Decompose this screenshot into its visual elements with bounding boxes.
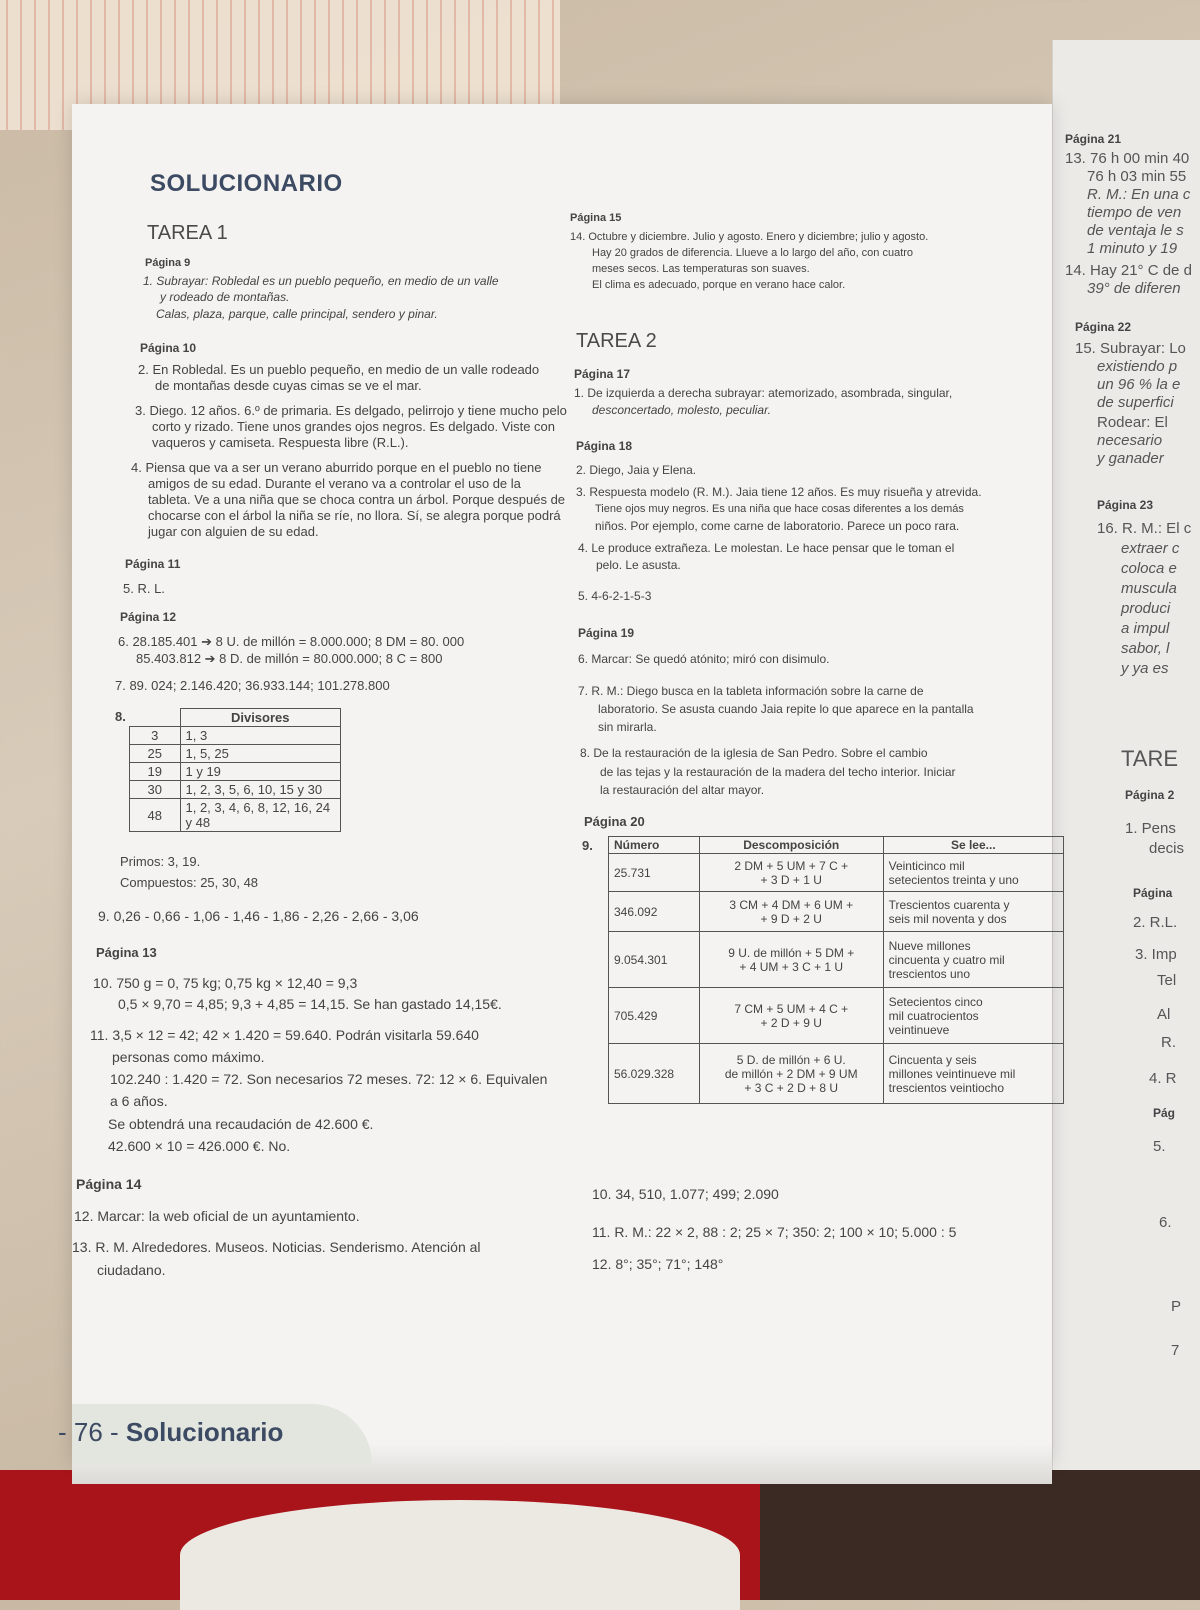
answer-number: 8. [115,709,126,724]
answer-line: 42.600 × 10 = 426.000 €. No. [108,1138,291,1154]
table-cell: 19 [130,763,181,781]
table-cell: 30 [130,781,181,799]
answer-line: de las tejas y la restauración de la madera del techo interior. Iniciar [600,765,956,779]
table-cell: 25.731 [609,854,700,892]
cell-line: trescientos veintiocho [888,1080,1005,1095]
cell-line: 2 DM + 5 UM + 7 C + [734,858,849,873]
page-ref-heading: Página 9 [145,257,191,269]
rp-line: 1. Pens [1125,820,1176,837]
answer-line: 11. R. M.: 22 × 2, 88 : 2; 25 × 7; 350: 2; 100 × 10; 5.000 : 5 [592,1224,957,1240]
page-ref-heading: Página 20 [584,814,645,829]
table-row [609,1044,1064,1104]
rp-line: 39° de diferen [1087,280,1181,297]
page-ref-heading: Página 14 [76,1176,142,1192]
answer-line: personas como máximo. [112,1049,265,1065]
rp-line: Página 2 [1125,788,1175,802]
answer-line: 7. R. M.: Diego busca en la tableta información sobre la carne de [578,684,924,698]
answer-line: desconcertado, molesto, peculiar. [592,403,771,417]
rp-line: 4. R [1149,1070,1177,1087]
number-decomposition-table [608,836,1064,1104]
rp-line: P [1171,1298,1182,1315]
page-ref-heading: Página 12 [120,610,177,624]
page-ref-heading: Página 19 [578,626,635,640]
page-footer [58,1417,283,1448]
section-heading-tarea2: TAREA 2 [576,330,657,352]
cell-line: Veinticinco mil [888,858,965,873]
table-header-cell: Se lee... [883,837,1063,854]
table-header-cell: Número [609,837,700,854]
cell-line: + 9 D + 2 U [760,911,822,926]
answer-line: 2. En Robledal. Es un pueblo pequeño, en medio de un valle rodeado [138,362,540,377]
table-cell: 25 [130,745,181,763]
table-row [609,932,1064,988]
answer-line: 2. Diego, Jaia y Elena. [576,463,697,477]
answer-line: sin mirarla. [598,720,657,734]
table-cell: 1, 2, 3, 5, 6, 10, 15 y 30 [180,781,341,799]
rp-line: 6. [1159,1214,1172,1231]
rp-line: Rodear: El [1097,414,1168,431]
table-header-row [609,837,1064,854]
table-header-cell: Descomposición [699,837,883,854]
rp-line: produci [1121,600,1171,617]
answer-line: 1. De izquierda a derecha subrayar: atemorizado, asombrada, singular, [574,386,953,400]
table-cell: 1, 5, 25 [180,745,341,763]
answer-line: 8. De la restauración de la iglesia de San Pedro. Sobre el cambio [580,746,928,760]
answer-line: 12. 8°; 35°; 71°; 148° [592,1256,724,1272]
cell-line: cincuenta y cuatro mil [888,952,1005,967]
section-heading-tarea1: TAREA 1 [147,222,228,244]
answer-line: y rodeado de montañas. [160,290,290,304]
rp-line: R. M.: En una c [1087,186,1191,203]
page-ref-heading: Página 13 [96,945,157,960]
table-cell: 56.029.328 [609,1044,700,1104]
right-page [1052,40,1200,1470]
cell-line: Trescientos cuarenta y [888,897,1010,912]
divisors-table [129,708,341,832]
table-row [609,988,1064,1044]
table-row [130,745,341,763]
rp-line: coloca e [1121,560,1177,577]
answer-line: niños. Por ejemplo, come carne de laboratorio. Parece un poco rara. [595,519,960,533]
cell-line: Setecientos cinco [888,994,983,1009]
page-ref-heading: Página 15 [570,212,622,224]
table-cell [699,854,883,892]
answer-line: 9. 0,26 - 0,66 - 1,06 - 1,46 - 1,86 - 2,26 - 2,66 - 3,06 [98,908,419,924]
white-fabric-background [180,1500,740,1610]
table-cell [699,932,883,988]
cell-line: Nueve millones [888,938,971,953]
answer-line: 10. 34, 510, 1.077; 499; 2.090 [592,1186,779,1202]
table-row [609,854,1064,892]
answer-line: la restauración del altar mayor. [600,783,765,797]
answer-line: 5. R. L. [123,581,165,596]
answer-line: de montañas desde cuyas cimas se ve el mar. [155,378,422,393]
answer-line: ciudadano. [97,1262,166,1278]
rp-line: Tel [1157,972,1177,989]
page-ref-heading: Página 17 [574,367,631,381]
table-cell [883,988,1063,1044]
cell-line: + 2 D + 9 U [760,1015,822,1030]
rp-line: Página 23 [1097,498,1154,512]
page-number: - 76 - [58,1417,119,1447]
rp-line: Pág [1153,1106,1176,1120]
table-cell: 1, 3 [180,727,341,745]
table-row [130,763,341,781]
answer-line: amigos de su edad. Durante el verano va a controlar el uso de la [148,476,521,491]
answer-line: 6. Marcar: Se quedó atónito; miró con disimulo. [578,652,830,666]
cell-line: seis mil noventa y dos [888,911,1007,926]
table-cell: 705.429 [609,988,700,1044]
rp-line: 3. Imp [1135,946,1177,963]
rp-line: Página 21 [1065,132,1122,146]
answer-line: 7. 89. 024; 2.146.420; 36.933.144; 101.278.800 [115,678,390,693]
table-cell [699,988,883,1044]
cell-line: 3 CM + 4 DM + 6 UM + [729,897,854,912]
table-cell [883,892,1063,932]
rp-line: a impul [1121,620,1170,637]
rp-line: necesario [1097,432,1163,449]
rp-line: sabor, l [1121,640,1170,657]
rp-line: 7 [1171,1342,1180,1359]
cell-line: 5 D. de millón + 6 U. [736,1052,846,1067]
table-cell: 48 [130,799,181,832]
table-cell [699,1044,883,1104]
rp-line: un 96 % la e [1097,376,1181,393]
answer-line: chocarse con el árbol la niña se ríe, no llora. Sí, se alegra porque podrá [148,508,561,523]
rp-line: 16. R. M.: El c [1097,520,1192,537]
table-cell: 346.092 [609,892,700,932]
table-cell: 9.054.301 [609,932,700,988]
cell-line: de millón + 2 DM + 9 UM [724,1066,858,1081]
cell-line: veintinueve [888,1022,950,1037]
rp-line: 14. Hay 21° C de d [1065,262,1192,279]
table-row [130,727,341,745]
cell-line: setecientos treinta y uno [888,872,1019,887]
answer-line: 85.403.812 ➔ 8 D. de millón = 80.000.000; 8 C = 800 [136,651,443,666]
footer-label: Solucionario [125,1417,284,1447]
cell-line: millones veintinueve mil [888,1066,1016,1081]
cell-line: 9 U. de millón + 5 DM + [728,945,855,960]
answer-line: 5. 4-6-2-1-5-3 [578,589,652,603]
rp-line: tiempo de ven [1087,204,1182,221]
answer-line: Tiene ojos muy negros. Es una niña que hace cosas diferentes a los demás [595,503,964,515]
rp-line: 13. 76 h 00 min 40 [1065,150,1190,167]
answer-line: laboratorio. Se asusta cuando Jaia repite lo que aparece en la pantalla [598,702,974,716]
answer-line: 10. 750 g = 0, 75 kg; 0,75 kg × 12,40 = 9,3 [93,975,358,991]
table-cell: 1, 2, 3, 4, 6, 8, 12, 16, 24 y 48 [180,799,341,832]
rp-line: y ganader [1097,450,1164,467]
rp-line: Página 22 [1075,320,1132,334]
answer-line: pelo. Le asusta. [596,558,681,572]
table-cell [883,854,1063,892]
rp-line: 76 h 03 min 55 [1087,168,1187,185]
answer-line: 1. Subrayar: Robledal es un pueblo pequeño, en medio de un valle [143,274,499,288]
table-row [130,799,341,832]
table-cell [883,1044,1063,1104]
answer-line: jugar con alguien de su edad. [148,524,319,539]
answer-line: 3. Diego. 12 años. 6.º de primaria. Es delgado, pelirrojo y tiene mucho pelo [135,403,567,418]
answer-line: 6. 28.185.401 ➔ 8 U. de millón = 8.000.000; 8 DM = 80. 000 [118,634,465,649]
rp-line: 15. Subrayar: Lo [1075,340,1186,357]
rp-line: decis [1149,840,1185,857]
answer-line: Compuestos: 25, 30, 48 [120,875,259,890]
rp-line: y ya es [1121,660,1169,677]
answer-number: 9. [582,838,593,853]
answer-line: 13. R. M. Alrededores. Museos. Noticias. Senderismo. Atención al [72,1239,481,1255]
rp-line: extraer c [1121,540,1180,557]
rp-line: 2. R.L. [1133,914,1178,931]
table-cell [699,892,883,932]
answer-line: Calas, plaza, parque, calle principal, sendero y pinar. [156,307,438,321]
page-ref-heading: Página 11 [125,557,181,571]
rp-line: TARE [1121,746,1179,771]
table-cell-empty [130,709,181,727]
rp-line: Al [1157,1006,1171,1023]
rp-line: 1 minuto y 19 [1087,240,1178,257]
rp-line: de superfici [1097,394,1174,411]
cell-line: 7 CM + 5 UM + 4 C + [734,1001,849,1016]
page-ref-heading: Página 18 [576,439,633,453]
table-cell: 1 y 19 [180,763,341,781]
rp-line: existiendo p [1097,358,1178,375]
table-cell: 3 [130,727,181,745]
rp-line: 5. [1153,1138,1166,1155]
answer-line: 0,5 × 9,70 = 4,85; 9,3 + 4,85 = 14,15. Se han gastado 14,15€. [118,996,502,1012]
answer-line: 4. Piensa que va a ser un verano aburrido porque en el pueblo no tiene [131,460,542,475]
answer-line: 4. Le produce extrañeza. Le molestan. Le hace pensar que le toman el [578,541,955,555]
answer-line: 12. Marcar: la web oficial de un ayuntamiento. [74,1208,360,1224]
answer-line: 14. Octubre y diciembre. Julio y agosto. Enero y diciembre; julio y agosto. [570,231,929,243]
cell-line: + 3 C + 2 D + 8 U [744,1080,839,1095]
table-header-row [130,709,341,727]
answer-line: El clima es adecuado, porque en verano hace calor. [592,279,846,291]
cell-line: mil cuatrocientos [888,1008,979,1023]
answer-line: a 6 años. [110,1093,168,1109]
rp-line: muscula [1121,580,1177,597]
rp-line: de ventaja le s [1087,222,1184,239]
table-header-cell: Divisores [180,709,341,727]
rp-line: Página [1133,886,1173,900]
answer-line: 11. 3,5 × 12 = 42; 42 × 1.420 = 59.640. Podrán visitarla 59.640 [90,1027,479,1043]
table-row [130,781,341,799]
table-cell [883,932,1063,988]
dark-background [760,1470,1200,1600]
answer-line: Hay 20 grados de diferencia. Llueve a lo largo del año, con cuatro [592,247,914,259]
cell-line: + 4 UM + 3 C + 1 U [739,959,844,974]
answer-line: meses secos. Las temperaturas son suaves. [592,263,810,275]
table-row [609,892,1064,932]
answer-line: tableta. Ve a una niña que se choca contra un árbol. Porque después de [148,492,566,507]
answer-line: Primos: 3, 19. [120,854,201,869]
page-title: SOLUCIONARIO [150,170,343,197]
answer-line: 102.240 : 1.420 = 72. Son necesarios 72 meses. 72: 12 × 6. Equivalen [110,1071,548,1087]
cell-line: trescientos uno [888,966,970,981]
rp-line: R. [1161,1034,1176,1051]
answer-line: 3. Respuesta modelo (R. M.). Jaia tiene 12 años. Es muy risueña y atrevida. [576,485,982,499]
cell-line: Cincuenta y seis [888,1052,977,1067]
page-ref-heading: Página 10 [140,341,197,355]
cell-line: + 3 D + 1 U [760,872,822,887]
answer-line: vaqueros y camiseta. Respuesta libre (R.L.). [152,435,409,450]
answer-line: corto y rizado. Tiene unos grandes ojos negros. Es delgado. Viste con [152,419,556,434]
answer-line: Se obtendrá una recaudación de 42.600 €. [108,1116,374,1132]
